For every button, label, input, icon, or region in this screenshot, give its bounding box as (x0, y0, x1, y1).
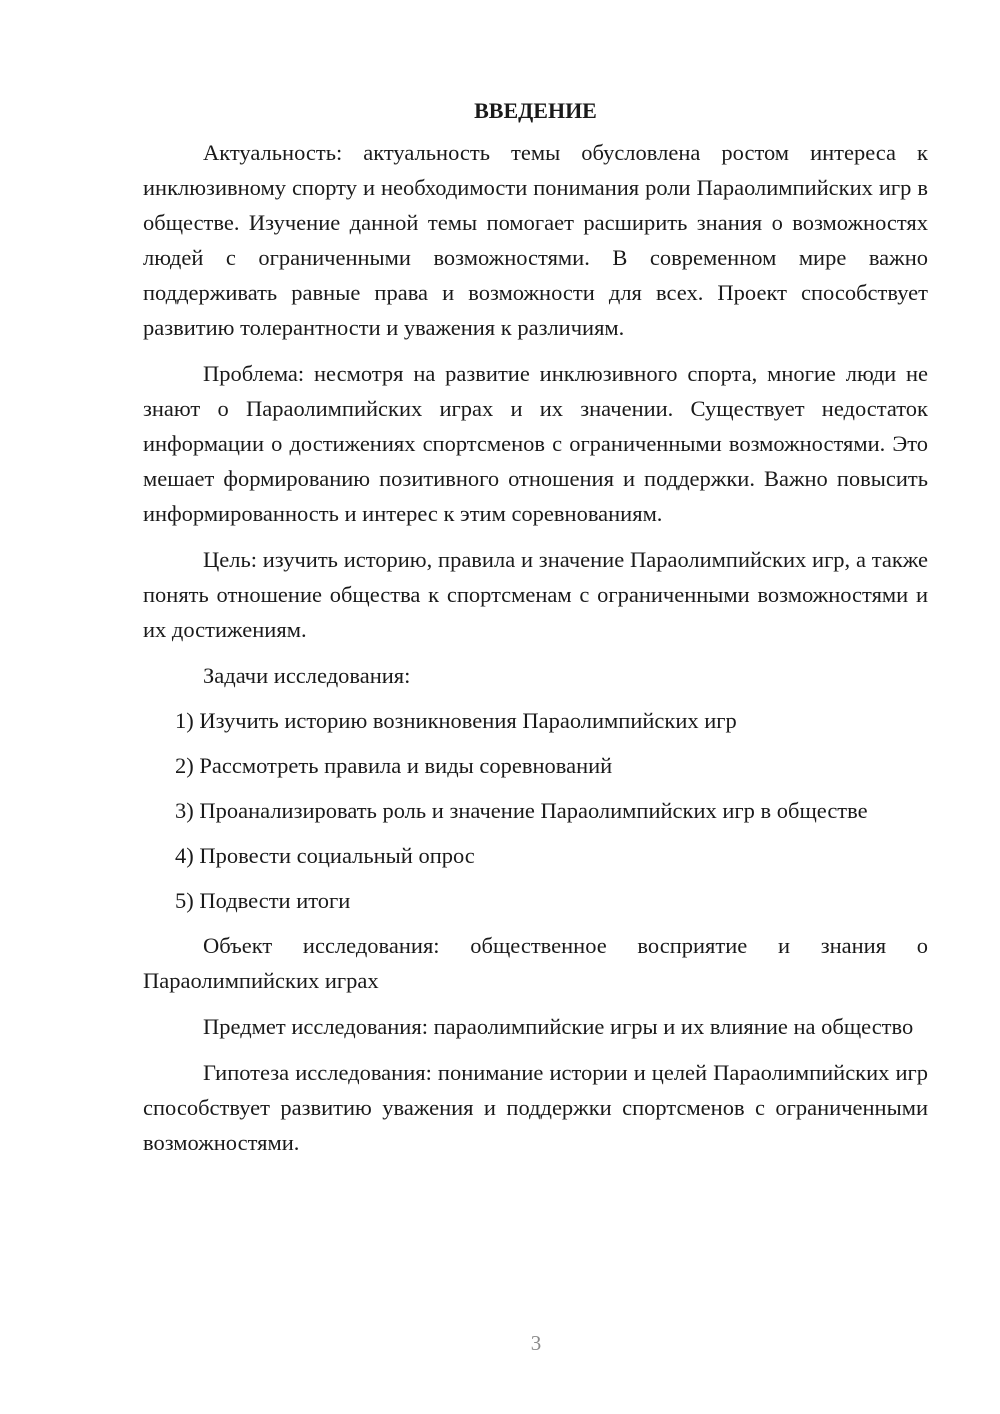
task-item-5: 5) Подвести итоги (175, 888, 351, 913)
hypothesis-paragraph: Гипотеза исследования: понимание истории и целей Параолимпийских игр способствует развитию уважения и поддержки спортсменов с ограниченными возможностями. (143, 1060, 928, 1155)
tasks-heading: Задачи исследования: (203, 663, 411, 688)
subject-paragraph: Предмет исследования: параолимпийские игры и их влияние на общество (203, 1014, 914, 1039)
page-content (143, 93, 928, 1171)
task-item-1: 1) Изучить историю возникновения Параолимпийских игр (175, 708, 737, 733)
problem-paragraph: Проблема: несмотря на развитие инклюзивного спорта, многие люди не знают о Параолимпийских играх и их значении. Существует недостаток информации о достижениях спортсменов с ограниченными возможностями. Это мешает формированию позитивного отношения и поддержки. Важно повысить информированность и интерес к этим соревнованиям. (143, 361, 928, 526)
page-number: 3 (530, 1331, 542, 1355)
goal-paragraph: Цель: изучить историю, правила и значение Параолимпийских игр, а также понять отношение общества к спортсменам с ограниченными возможностями и их достижениям. (143, 547, 928, 642)
task-item-4: 4) Провести социальный опрос (175, 843, 475, 868)
page-title: ВВЕДЕНИЕ (474, 98, 597, 123)
object-paragraph: Объект исследования: общественное восприятие и знания о Параолимпийских играх (143, 933, 928, 993)
task-item-2: 2) Рассмотреть правила и виды соревнований (175, 753, 613, 778)
relevance-paragraph: Актуальность: актуальность темы обусловлена ростом интереса к инклюзивному спорту и необходимости понимания роли Параолимпийских игр в обществе. Изучение данной темы помогает расширить знания о возможностях людей с ограниченными возможностями. В современном мире важно поддерживать равные права и возможности для всех. Проект способствует развитию толерантности и уважения к различиям. (143, 140, 928, 340)
task-item-3: 3) Проанализировать роль и значение Параолимпийских игр в обществе (175, 798, 868, 823)
